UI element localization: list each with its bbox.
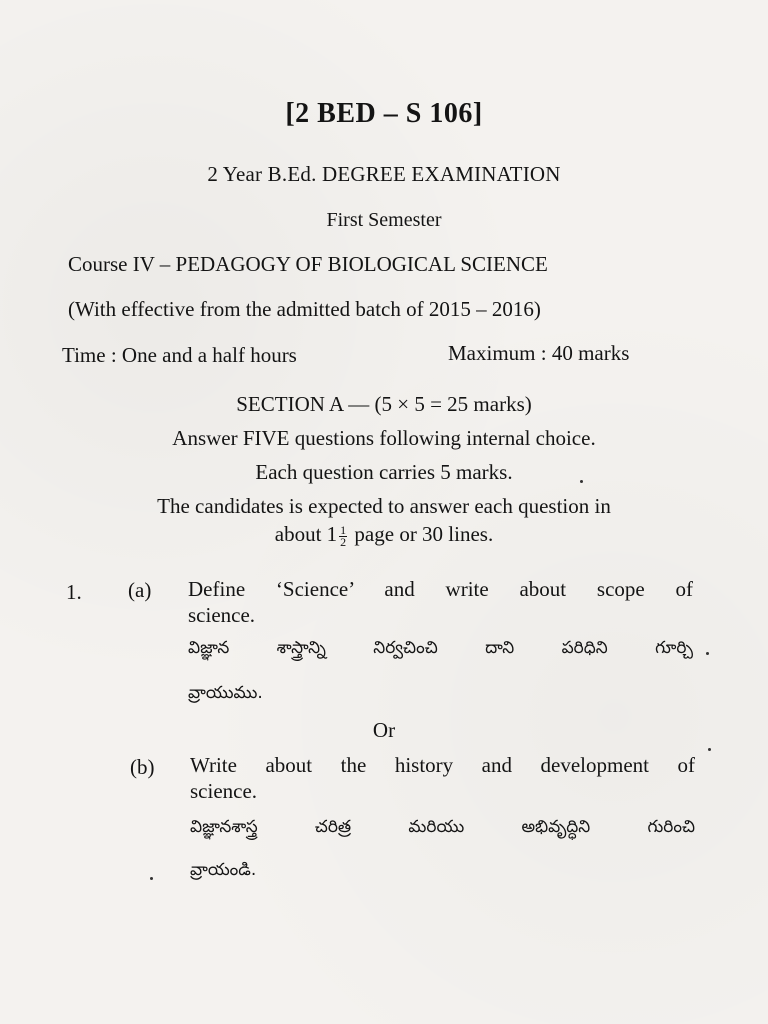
instruction-page-post: page or 30 lines. — [349, 522, 494, 546]
paper-code: [2 BED – S 106] — [285, 98, 483, 129]
instruction-marks-each: Each question carries 5 marks. — [255, 460, 513, 484]
fraction-numerator: 1 — [340, 522, 347, 537]
paper-speck — [708, 748, 711, 751]
option-a-label: (a) — [128, 578, 152, 602]
option-b-english-line2: science. — [190, 779, 258, 803]
option-b-label: (b) — [130, 755, 155, 779]
batch-note: (With effective from the admitted batch of 2015 – 2016) — [68, 297, 541, 321]
option-a-telugu-line2: వ్రాయుము. — [188, 683, 263, 703]
option-b-telugu-line2: వ్రాయండి. — [190, 860, 257, 880]
exam-title: 2 Year B.Ed. DEGREE EXAMINATION — [207, 162, 561, 186]
fraction-denominator: 2 — [340, 534, 347, 549]
or-divider: Or — [372, 718, 396, 742]
option-b-telugu-line1: విజ్ఞానశాస్త్ర చరిత్ర మరియు అభివృద్ధిని గురించి — [190, 817, 695, 837]
section-a-heading: SECTION A — (5 × 5 = 25 marks) — [236, 392, 532, 416]
semester-label: First Semester — [326, 209, 442, 231]
option-a-english-line1: Define ‘Science’ and write about scope of — [188, 577, 693, 601]
maximum-marks: Maximum : 40 marks — [448, 341, 630, 365]
option-a-telugu-line1: విజ్ఞాన శాస్త్రాన్ని నిర్వచించి దాని పరిధిని గూర్చి — [188, 638, 693, 658]
instruction-answer-five: Answer FIVE questions following internal choice. — [172, 426, 596, 450]
half-fraction — [339, 522, 347, 549]
paper-speck — [580, 480, 583, 483]
option-b-english-line1: Write about the history and development of — [190, 753, 695, 777]
time-allowed: Time : One and a half hours — [62, 343, 297, 367]
course-title: Course IV – PEDAGOGY OF BIOLOGICAL SCIENCE — [68, 252, 548, 276]
instruction-page-pre: about 1 — [274, 522, 338, 546]
paper-speck — [150, 877, 153, 880]
option-a-english-line2: science. — [188, 603, 256, 627]
question-number: 1. — [66, 580, 82, 604]
instruction-page-length — [0, 522, 768, 548]
paper-speck — [706, 652, 709, 655]
instruction-expected-length: The candidates is expected to answer each question in — [157, 494, 611, 518]
